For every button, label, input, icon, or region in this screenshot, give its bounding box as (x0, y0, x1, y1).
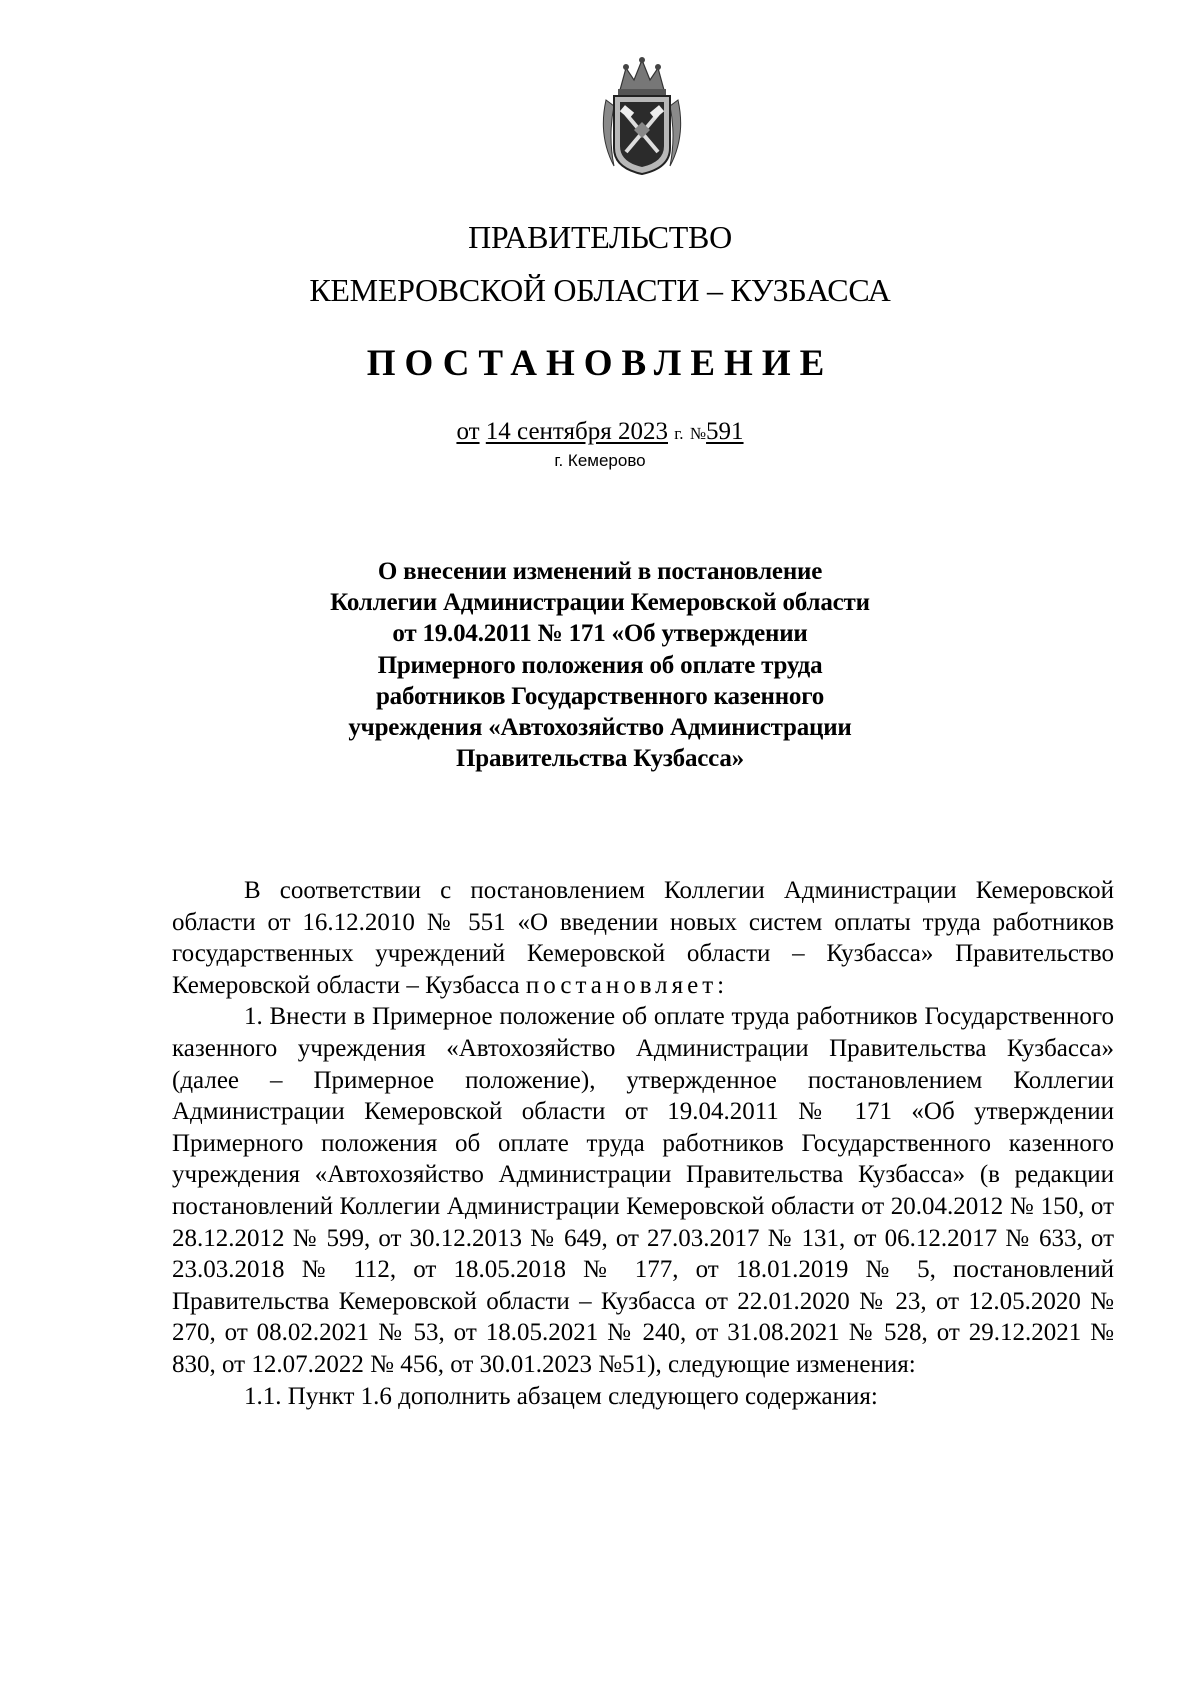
subject-line: учреждения «Автохозяйство Администрации (348, 714, 852, 742)
body-paragraph-preamble (172, 875, 1114, 1001)
date-prefix: от (456, 418, 480, 445)
subject-line: Примерного положения об оплате труда (377, 651, 823, 679)
body-paragraph-item-1: 1. Внести в Примерное положение об оплате труда работников Государственного казенного учреждения «Автохозяйство Администрации Правительства Кузбасса» (далее – Примерное положение), утвержденное постановлением Коллегии Администрации Кемеровской области от 19.04.2011 № 171 «Об утверждении Примерного положения об оплате труда работников Государственного казенного учреждения «Автохозяйство Администрации Правительства Кузбасса» (в редакции постановлений Коллегии Администрации Кемеровской области от 20.04.2012 № 150, от 28.12.2012 № 599, от 30.12.2013 № 649, от 27.03.2017 № 131, от 06.12.2017 № 633, от 23.03.2018 № 112, от 18.05.2018 № 177, от 18.01.2019 № 5, постановлений Правительства Кемеровской области – Кузбасса от 22.01.2020 № 23, от 12.05.2020 № 270, от 08.02.2021 № 53, от 18.05.2021 № 240, от 31.08.2021 № 528, от 29.12.2021 № 830, от 12.07.2022 № 456, от 30.01.2023 №51), следующие изменения: (172, 1003, 1114, 1378)
document-subject (280, 556, 920, 774)
subject-line: Коллегии Администрации Кемеровской области (330, 589, 870, 617)
document-type-title: ПОСТАНОВЛЕНИЕ (366, 343, 834, 384)
year-suffix: г. (674, 424, 684, 443)
organization-name-line-1: ПРАВИТЕЛЬСТВО (468, 219, 732, 255)
document-city: г. Кемерово (554, 451, 646, 470)
number-sign: № (689, 424, 707, 443)
organization-name-line-2: КЕМЕРОВСКОЙ ОБЛАСТИ – КУЗБАССА (309, 272, 891, 308)
preamble-text: В соответствии с постановлением Коллегии Администрации Кемеровской области от 16.12.2010 № 551 «О введении новых систем оплаты труда работников государственных учреждений Кемеровской области – Кузбасса» Правительство Кемеровской области – Кузбасса (172, 877, 1114, 999)
document-number: 591 (706, 418, 744, 445)
subject-line: работников Государственного казенного (375, 682, 825, 710)
document-date-line (0, 418, 1200, 446)
subject-line: О внесении изменений в постановление (377, 558, 823, 585)
document-date: 14 сентября 2023 (485, 418, 668, 445)
resolution-verb: постановляет: (525, 971, 729, 999)
document-body (172, 875, 1114, 1412)
subject-line: Правительства Кузбасса» (456, 745, 744, 773)
subject-line: от 19.04.2011 № 171 «Об утверждении (392, 620, 808, 648)
kemerovo-region-coat-of-arms-icon (596, 56, 688, 176)
body-paragraph-item-1-1: 1.1. Пункт 1.6 дополнить абзацем следующего содержания: (244, 1382, 878, 1410)
